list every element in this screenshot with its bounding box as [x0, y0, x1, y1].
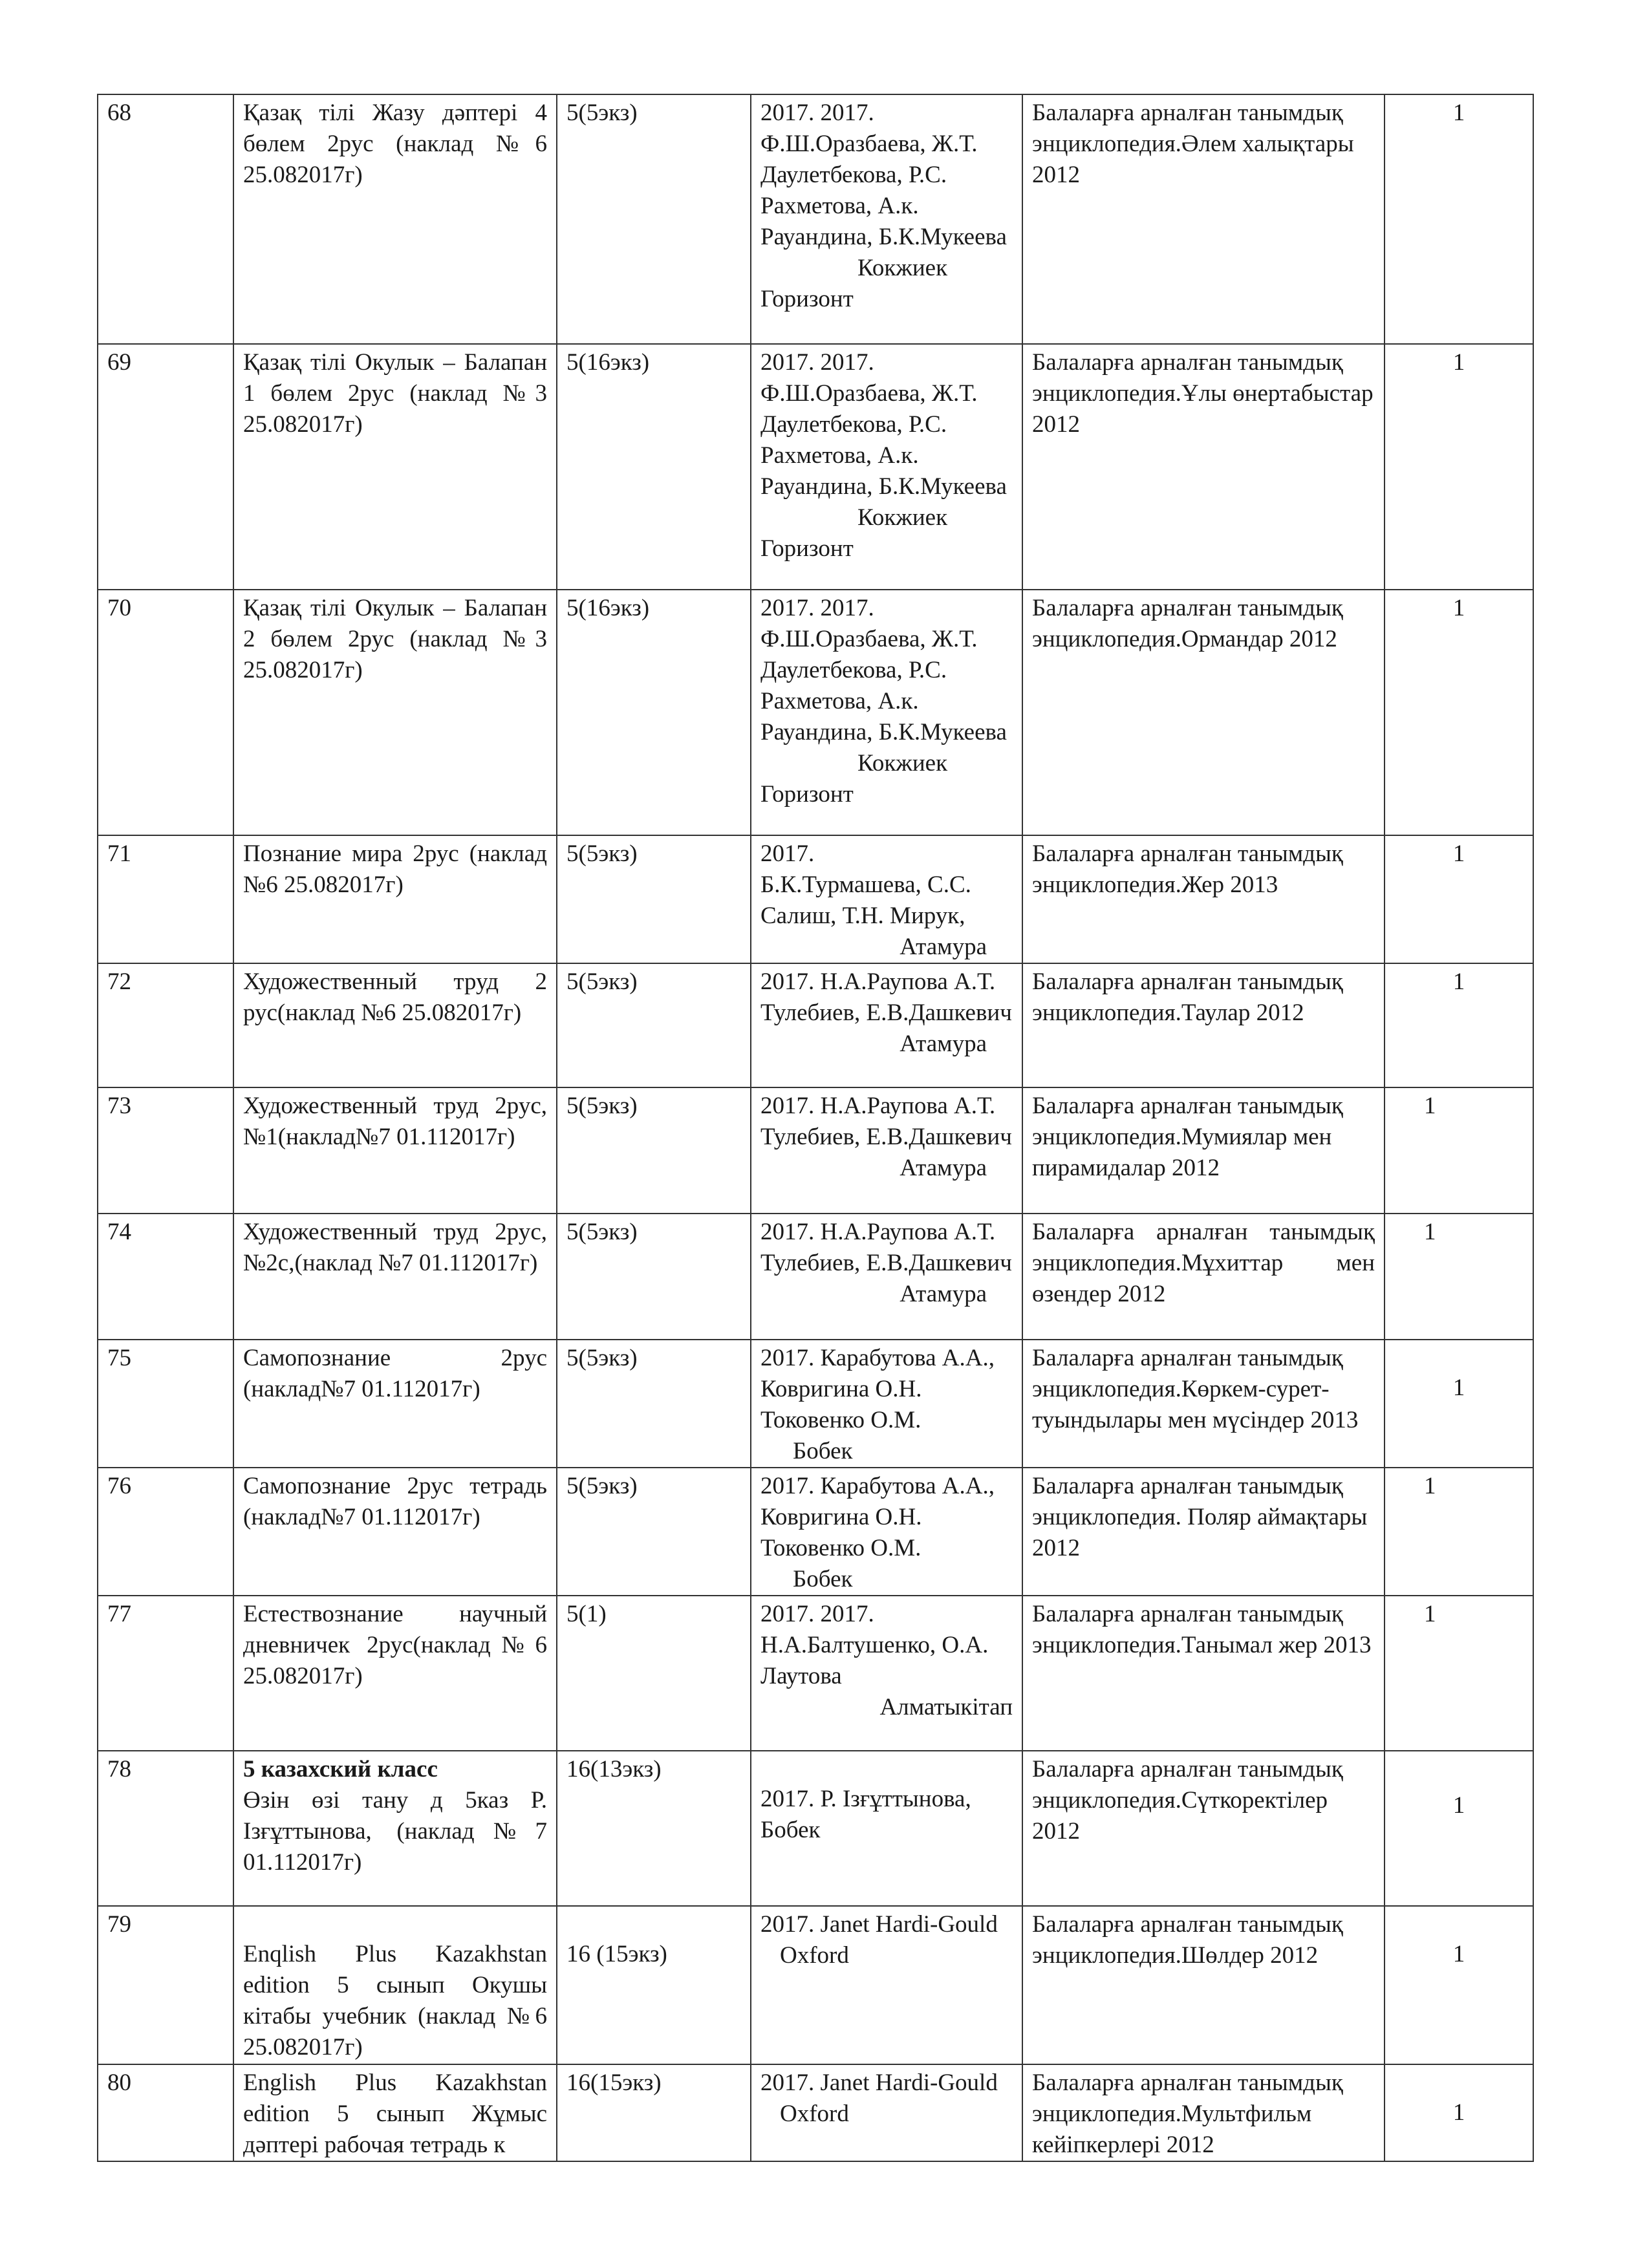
table-row: [98, 1906, 1533, 2064]
author-publisher-cell: [751, 1340, 1022, 1468]
copies-count: 5(16экз): [557, 344, 751, 590]
table-row: [98, 344, 1533, 590]
book-title: Художественный труд 2рус,№2с,(наклад №7 01.112017г): [233, 1214, 557, 1340]
author-publisher-cell: [751, 1751, 1022, 1906]
table-row: [98, 94, 1533, 344]
quantity: 1: [1385, 590, 1533, 835]
authors: Ф.Ш.Оразбаева, Ж.Т. Даулетбекова, Р.С. Рахметова, А.к. Рауандина, Б.К.Мукеева: [760, 131, 1007, 250]
table-row: [98, 1751, 1533, 1906]
author-publisher-cell: [751, 1087, 1022, 1214]
copies-count: 5(1): [557, 1596, 751, 1751]
quantity: 1: [1385, 344, 1533, 590]
encyclopedia-title: Балаларға арналған танымдық энциклопедия.Ұлы өнертабыстар 2012: [1022, 344, 1385, 590]
book-title: Қазақ тілі Окулык – Балапан 2 бөлем 2рус (наклад №3 25.082017г): [233, 590, 557, 835]
authors: Janet Hardi-Gould: [820, 2070, 998, 2096]
row-number: 77: [98, 1596, 233, 1751]
encyclopedia-title: Балаларға арналған танымдық энциклопедия.Жер 2013: [1022, 835, 1385, 963]
table-row: [98, 1087, 1533, 1214]
author-publisher-cell: [751, 2064, 1022, 2161]
publisher: Атамура: [900, 1281, 987, 1307]
table-row: [98, 1214, 1533, 1340]
authors: Н.А.Балтушенко, О.А. Лаутова: [760, 1632, 989, 1689]
author-publisher-cell: [751, 963, 1022, 1087]
row-number: 70: [98, 590, 233, 835]
year: 2017. 2017.: [760, 595, 874, 621]
authors: Р. Ізғұттынова,: [820, 1786, 971, 1812]
book-title: Өзін өзі тану д 5каз Р. Ізғұттынова, (наклад№7 01.112017г): [243, 1787, 547, 1876]
quantity: 1: [1385, 2064, 1533, 2161]
encyclopedia-title: Балаларға арналған танымдық энциклопедия.Шөлдер 2012: [1022, 1906, 1385, 2064]
copies-count: 5(5экз): [557, 1340, 751, 1468]
copies-count: 5(5экз): [557, 1087, 751, 1214]
copies-count: 5(16экз): [557, 590, 751, 835]
copies-count: 5(5экз): [557, 835, 751, 963]
table-row: [98, 835, 1533, 963]
year: 2017.: [760, 1473, 815, 1499]
row-number: 69: [98, 344, 233, 590]
copies-count: 5(5экз): [557, 963, 751, 1087]
author-publisher-cell: [751, 590, 1022, 835]
publisher: Бобек: [793, 1566, 853, 1592]
authors: Н.А.Раупова А.Т. Тулебиев, Е.В.Дашкевич: [760, 1219, 1012, 1276]
authors: Н.А.Раупова А.Т. Тулебиев, Е.В.Дашкевич: [760, 968, 1012, 1026]
row-number: 78: [98, 1751, 233, 1906]
encyclopedia-title: Балаларға арналған танымдық энциклопедия.Әлем халықтары 2012: [1022, 94, 1385, 344]
copies-count: 5(5экз): [557, 1468, 751, 1596]
year: 2017.: [760, 1345, 815, 1371]
book-title: Художественный труд 2рус,№1(наклад№7 01.112017г): [233, 1087, 557, 1214]
row-number: 80: [98, 2064, 233, 2161]
publisher: Бобек: [760, 1817, 821, 1843]
quantity: 1: [1385, 1087, 1533, 1214]
encyclopedia-title: Балаларға арналған танымдық энциклопедия.Мұхиттар мен өзендер 2012: [1022, 1214, 1385, 1340]
row-number: 73: [98, 1087, 233, 1214]
publisher: Кокжиек Горизонт: [760, 255, 948, 312]
encyclopedia-title: Балаларға арналған танымдық энциклопедия.Көркем-сурет-туындылары мен мүсіндер 2013: [1022, 1340, 1385, 1468]
quantity: 1: [1385, 1596, 1533, 1751]
copies-count: 5(5экз): [557, 1214, 751, 1340]
table-row: [98, 1596, 1533, 1751]
year: 2017.: [760, 1093, 815, 1119]
publisher: Кокжиек Горизонт: [760, 504, 948, 562]
book-title-cell: [233, 1751, 557, 1906]
authors: Ф.Ш.Оразбаева, Ж.Т. Даулетбекова, Р.С. Рахметова, А.к. Рауандина, Б.К.Мукеева: [760, 626, 1007, 745]
quantity: 1: [1385, 963, 1533, 1087]
quantity: 1: [1385, 94, 1533, 344]
year: 2017. 2017.: [760, 349, 874, 376]
copies-count: 16(15экз): [557, 2064, 751, 2161]
copies-count: 16(13экз): [557, 1751, 751, 1906]
book-title: Самопознание 2рус тетрадь (наклад№7 01.112017г): [233, 1468, 557, 1596]
row-number: 79: [98, 1906, 233, 2064]
row-number: 68: [98, 94, 233, 344]
publisher: Кокжиек Горизонт: [760, 750, 948, 808]
authors: Б.К.Турмашева, С.С. Салиш, Т.Н. Мирук,: [760, 872, 971, 929]
encyclopedia-title: Балаларға арналған танымдық энциклопедия.Танымал жер 2013: [1022, 1596, 1385, 1751]
year: 2017. 2017.: [760, 100, 874, 126]
class-heading: 5 казахский класс: [243, 1756, 438, 1782]
publisher: Oxford: [780, 1942, 849, 1969]
encyclopedia-title: Балаларға арналған танымдық энциклопедия.Мумиялар мен пирамидалар 2012: [1022, 1087, 1385, 1214]
author-publisher-cell: [751, 94, 1022, 344]
author-publisher-cell: [751, 1906, 1022, 2064]
encyclopedia-title: Балаларға арналған танымдық энциклопедия.Мультфильм кейіпкерлері 2012: [1022, 2064, 1385, 2161]
author-publisher-cell: [751, 1596, 1022, 1751]
book-title: Естествознание научный дневничек 2рус(наклад№6 25.082017г): [233, 1596, 557, 1751]
encyclopedia-title: Балаларға арналған танымдық энциклопедия.Ормандар 2012: [1022, 590, 1385, 835]
publisher: Атамура: [900, 1155, 987, 1181]
encyclopedia-title: Балаларға арналған танымдық энциклопедия.Таулар 2012: [1022, 963, 1385, 1087]
year: 2017.: [760, 1786, 815, 1812]
author-publisher-cell: [751, 344, 1022, 590]
year: 2017. 2017.: [760, 1601, 874, 1627]
table-row: [98, 963, 1533, 1087]
quantity: 1: [1385, 1751, 1533, 1906]
book-title: Познание мира 2рус (наклад №6 25.082017г): [233, 835, 557, 963]
authors: Janet Hardi-Gould: [820, 1911, 998, 1938]
encyclopedia-title: Балаларға арналған танымдық энциклопедия.Сүткоректілер 2012: [1022, 1751, 1385, 1906]
year: 2017.: [760, 840, 815, 867]
row-number: 75: [98, 1340, 233, 1468]
authors: Карабутова А.А., Ковригина О.Н. Токовенко О.М.: [760, 1345, 995, 1433]
row-number: 72: [98, 963, 233, 1087]
row-number: 74: [98, 1214, 233, 1340]
authors: Н.А.Раупова А.Т. Тулебиев, Е.В.Дашкевич: [760, 1093, 1012, 1150]
encyclopedia-title: Балаларға арналған танымдық энциклопедия. Поляр аймақтары 2012: [1022, 1468, 1385, 1596]
quantity: 1: [1385, 1214, 1533, 1340]
book-title: Қазақ тілі Окулык – Балапан 1 бөлем 2рус (наклад №3 25.082017г): [233, 344, 557, 590]
year: 2017.: [760, 2070, 815, 2096]
publisher: Бобек: [793, 1438, 853, 1464]
row-number: 76: [98, 1468, 233, 1596]
table-row: [98, 590, 1533, 835]
publisher: Алматыкітап: [879, 1694, 1013, 1720]
year: 2017.: [760, 968, 815, 995]
book-title: English Plus Kazakhstan edition 5 сынып Жұмыс дәптері рабочая тетрадь к: [233, 2064, 557, 2161]
year: 2017.: [760, 1911, 815, 1938]
author-publisher-cell: [751, 1214, 1022, 1340]
author-publisher-cell: [751, 835, 1022, 963]
year: 2017.: [760, 1219, 815, 1245]
book-title: Самопознание 2рус (наклад№7 01.112017г): [233, 1340, 557, 1468]
author-publisher-cell: [751, 1468, 1022, 1596]
quantity: 1: [1385, 1340, 1533, 1468]
authors: Ф.Ш.Оразбаева, Ж.Т. Даулетбекова, Р.С. Рахметова, А.к. Рауандина, Б.К.Мукеева: [760, 380, 1007, 500]
publisher: Атамура: [900, 1031, 987, 1057]
authors: Карабутова А.А., Ковригина О.Н. Токовенко О.М.: [760, 1473, 995, 1561]
row-number: 71: [98, 835, 233, 963]
quantity: 1: [1385, 1906, 1533, 2064]
book-title: Enqlish Plus Kazakhstan edition 5 сынып Окушы кітабы учебник (наклад №6 25.082017г): [233, 1906, 557, 2064]
book-title: Қазақ тілі Жазу дәптері 4 бөлем 2рус (наклад №6 25.082017г): [233, 94, 557, 344]
copies-count: 5(5экз): [557, 94, 751, 344]
quantity: 1: [1385, 835, 1533, 963]
copies-count: 16 (15экз): [557, 1906, 751, 2064]
book-title: Художественный труд 2 рус(наклад №6 25.082017г): [233, 963, 557, 1087]
publisher: Oxford: [780, 2101, 849, 2127]
book-list-table: [97, 94, 1534, 2162]
publisher: Атамура: [900, 934, 987, 960]
table-row: [98, 2064, 1533, 2161]
quantity: 1: [1385, 1468, 1533, 1596]
table-row: [98, 1468, 1533, 1596]
table-row: [98, 1340, 1533, 1468]
